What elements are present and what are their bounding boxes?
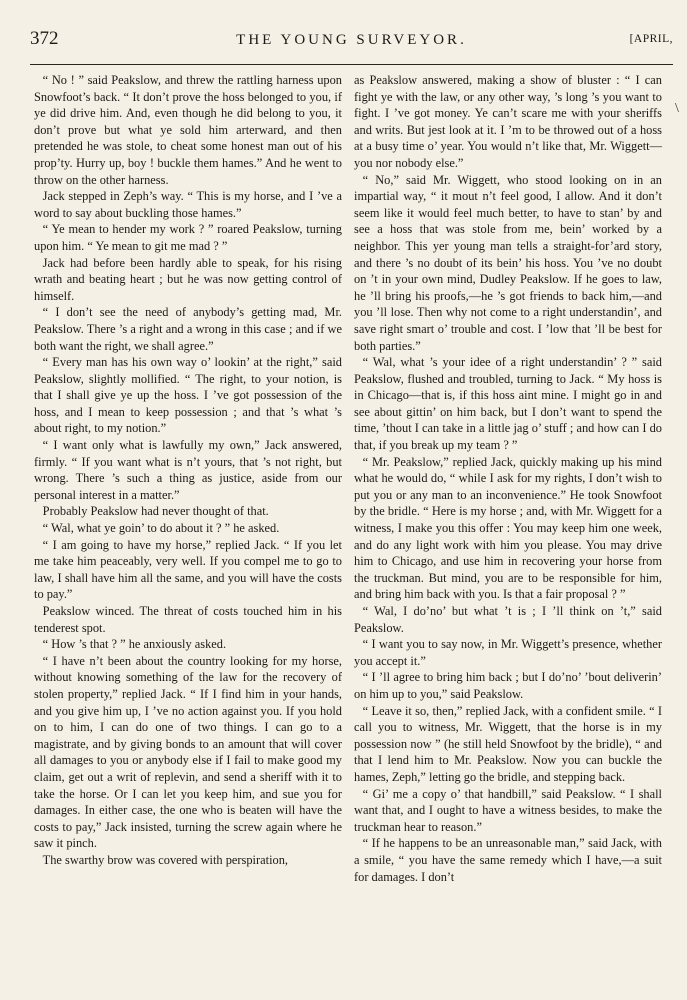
paragraph: “ Leave it so, then,” replied Jack, with a confident smile. “ I call you to witness, Mr. Wiggett, that the horse is in my possession now ” (he still held Snowfoot by the bridle), “ and that I lend him to Mr. Peakslow. Now you can buckle the hames, Zeph,” letting go the bridle, and stepping back. xyxy=(354,703,662,784)
paragraph: The swarthy brow was covered with perspiration, xyxy=(42,852,289,867)
left-column xyxy=(34,72,342,869)
paragraph: “ Mr. Peakslow,” replied Jack, quickly making up his mind what he would do, “ while I ask for my rights, I don’t wish to put you or any man to an inconvenience.” He took Snowfoot by the bridle. “ Here is my horse ; and, with Mr. Wiggett for a witness, I make you this offer : You may keep him one week, and do any light work with him you please. You may drive him to Chicago, and use him in recovering your horse from the truckman. But mind, you are to be responsible for him, and bring him back with you. Is that a fair proposal ? ” xyxy=(354,454,662,602)
paragraph: “ Wal, what ’s your idee of a right understandin’ ? ” said Peakslow, flushed and troubled, turning to Jack. “ My hoss is in Chicago—that is, if this hoss aint mine. I might go in and see about gittin’ on him back, but I don’t want to spend the time, ’thout I can take in a little jag o’ stuff ; and how can I do that, if you break up my team ? ” xyxy=(354,355,662,453)
paragraph: “ No ! ” said Peakslow, and threw the rattling harness upon Snowfoot’s back. “ It don’t prove the hoss belonged to you, if ye did drive him. And, even though he did belong to you, it don’t prove but what ye sold him arterward, and then pretended he was stole, to cheat some honest man out of his prop’ty. Hurry up, boy ! buckle them hames.” And he went to throw on the other harness. xyxy=(34,73,342,187)
margin-mark: \ xyxy=(675,101,679,116)
paragraph: “ How ’s that ? ” he anxiously asked. xyxy=(42,637,227,652)
paragraph: Peakslow winced. The threat of costs touched him in his tenderest spot. xyxy=(34,604,342,635)
paragraph: “ I want only what is lawfully my own,” Jack answered, firmly. “ If you want what is n’t yours, that ’s not right, but wrong. There ’s such a thing as justice, aside from our personal interest in a matter.” xyxy=(34,438,342,502)
paragraph: “ Wal, what ye goin’ to do about it ? ” he asked. xyxy=(42,521,280,536)
paragraph: “ I don’t see the need of anybody’s getting mad, Mr. Peakslow. There ’s a right and a wrong in this case ; and if we both want the right, we shall agree.” xyxy=(34,305,342,353)
right-column xyxy=(354,72,662,885)
running-title: THE YOUNG SURVEYOR. xyxy=(236,32,467,48)
paragraph: “ I want you to say now, in Mr. Wiggett’s presence, whether you accept it.” xyxy=(354,637,662,668)
paragraph: “ Ye mean to hender my work ? ” roared Peakslow, turning upon him. “ Ye mean to git me mad ? ” xyxy=(34,222,342,253)
header-rule xyxy=(30,64,673,65)
paragraph: Jack stepped in Zeph’s way. “ This is my horse, and I ’ve a word to say about buckling those hames.” xyxy=(34,189,342,220)
paragraph: Jack had before been hardly able to speak, for his rising wrath and beating heart ; but he was now getting control of himself. xyxy=(34,255,342,303)
paragraph: “ I have n’t been about the country looking for my horse, without knowing something of the law for the recovery of stolen property,” replied Jack. “ If I find him in your hands, and you give him up, I ’ve no action against you. If you hold on to him, I can do one of two things. I can go to a magistrate, and by giving bonds to an amount that will cover all damages to you or anybody else if I fail to make good my claim, get out a writ of replevin, and send a sheriff with it to take the horse. Or I can let you keep him, and sue you for damages. In either case, the one who is beaten will have the costs to pay,” Jack insisted, turning the screw again where he saw it pinch. xyxy=(34,653,342,851)
paragraph: Probably Peakslow had never thought of that. xyxy=(42,504,269,519)
paragraph: “ Gi’ me a copy o’ that handbill,” said Peakslow. “ I shall want that, and I ought to have a witness besides, to make the truckman hear to reason.” xyxy=(354,786,662,834)
paragraph: as Peakslow answered, making a show of bluster : “ I can fight ye with the law, or any other way, ’s long ’s you want to fight. I ’ve got money. Ye can’t scare me with your sheriffs and writs. But jest look at it. I ’m to be throwed out of a hoss at a busy time o’ year. You would n’t like that, Mr. Wiggett—you nor nobody else.” xyxy=(354,73,662,170)
paragraph: “ Wal, I do’no’ but what ’t is ; I ’ll think on ’t,” said Peakslow. xyxy=(354,604,662,635)
issue-month: [APRIL, xyxy=(629,33,673,45)
paragraph: “ I am going to have my horse,” replied Jack. “ If you let me take him peaceably, very well. If you compel me to go to law, I shall have him all the same, and you will have the costs to pay.” xyxy=(34,537,342,602)
paragraph: “ I ’ll agree to bring him back ; but I do’no’ ’bout deliverin’ on him up to you,” said Peakslow. xyxy=(354,670,662,701)
page-header xyxy=(30,24,673,54)
paragraph: “ If he happens to be an unreasonable man,” said Jack, with a smile, “ you have the same remedy which I have,—a suit for damages. I don’t xyxy=(354,836,662,884)
paragraph: “ No,” said Mr. Wiggett, who stood looking on in an impartial way, “ it mout n’t feel good, I allow. And it don’t seem like it would feel much better, to have to stan’ by and see a hoss that was stole from me, bein’ worked by a neighbor. This yer young man tells a straight-for’ard story, and there ’s no doubt of its bein’ his hoss. You ’ve no doubt on ’t in your own mind, Dudley Peakslow. If he goes to law, he ’ll bring his proofs,—he ’s got friends to back him,—and you ’ll lose. Then why not come to a right understandin’, and save right smart o’ trouble and cost. I ’low that ’ll be best for both parties.” xyxy=(354,172,662,353)
page-number: 372 xyxy=(30,28,59,49)
paragraph: “ Every man has his own way o’ lookin’ at the right,” said Peakslow, slightly mollified. “ The right, to your notion, is that I shall give ye up the hoss. I ’ve got possession of the hoss, and I mean to keep possession ; and that ’s what ’s about right, to my notion.” xyxy=(34,355,342,436)
